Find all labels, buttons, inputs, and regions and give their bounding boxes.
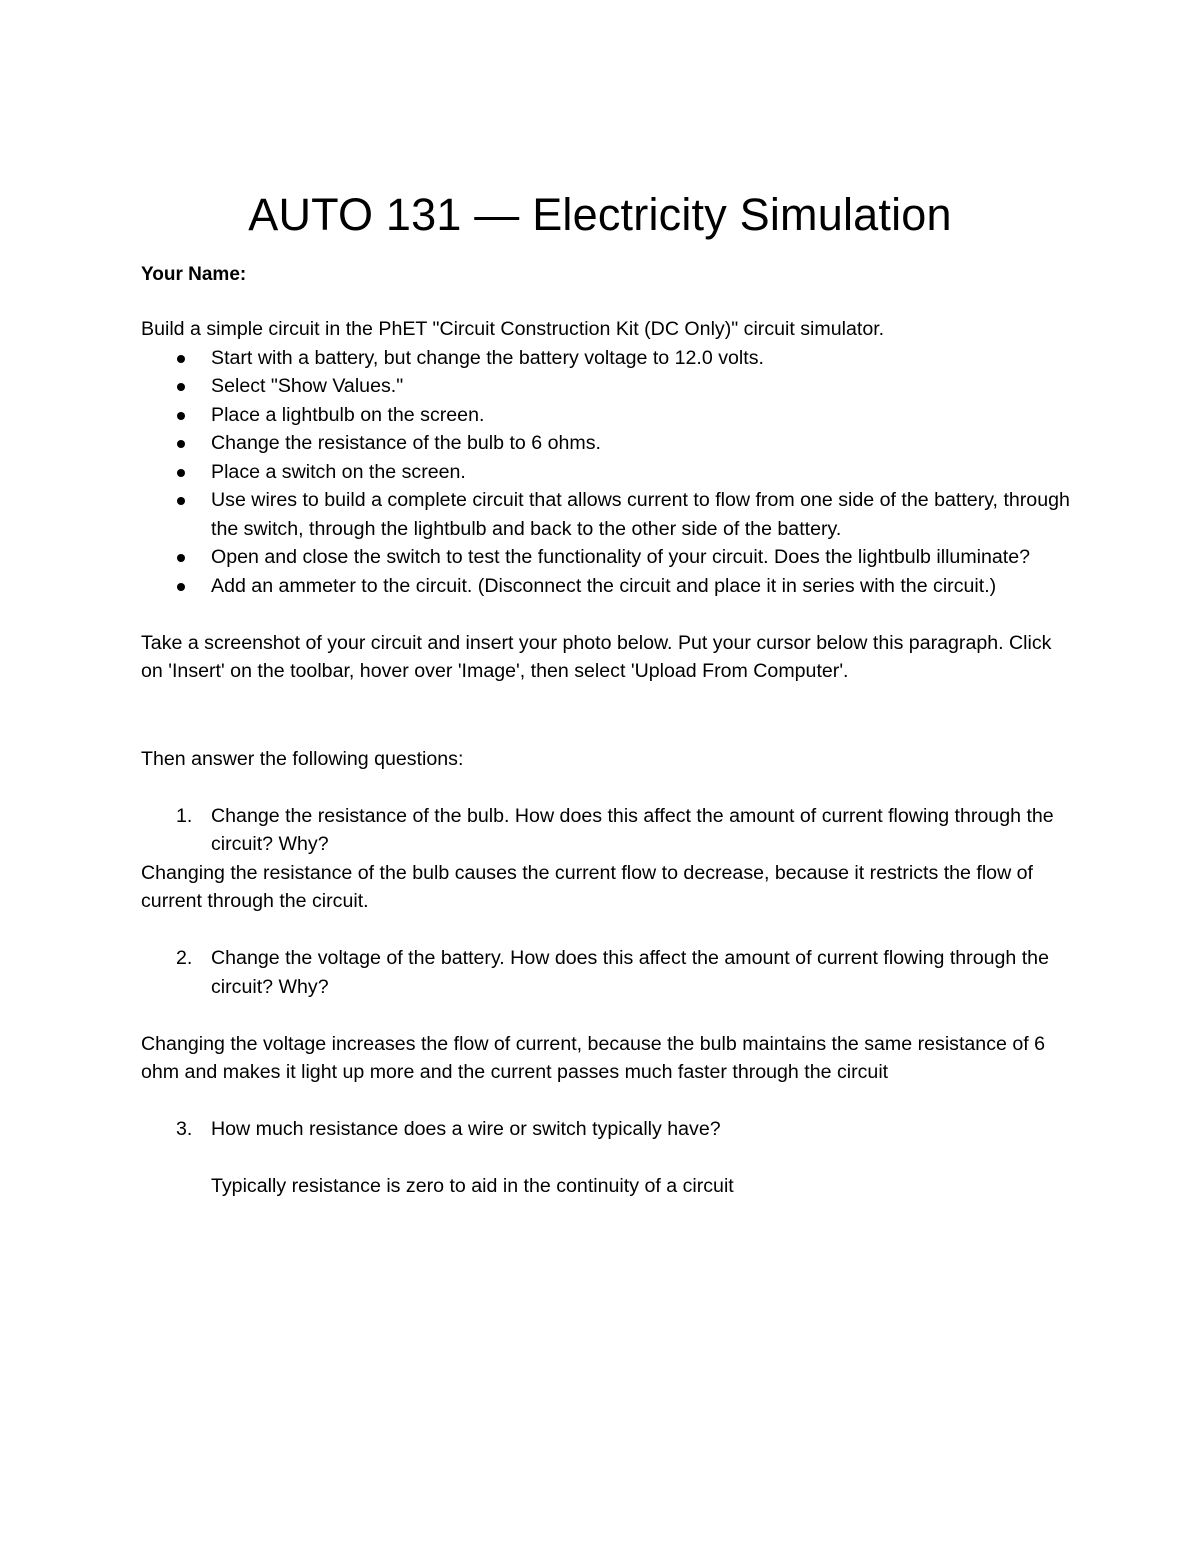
question-item — [141, 944, 1071, 1001]
list-item-text: Open and close the switch to test the functionality of your circuit. Does the lightbulb illuminate? — [211, 546, 1031, 568]
bullet-icon — [177, 554, 185, 562]
question-list — [141, 802, 1071, 859]
list-item-text: Place a switch on the screen. — [211, 460, 466, 483]
list-item — [141, 458, 1071, 487]
question-text: Change the resistance of the bulb. How does this affect the amount of current flowing through the circuit? Why? — [211, 804, 1054, 855]
list-item — [141, 543, 1071, 572]
document-title: AUTO 131 — Electricity Simulation — [248, 189, 952, 240]
bullet-icon — [177, 412, 185, 420]
bullet-icon — [177, 383, 185, 391]
list-item-text: Select "Show Values." — [211, 375, 404, 397]
instruction-list — [141, 344, 1071, 601]
bullet-icon — [177, 583, 185, 591]
list-item-text: Add an ammeter to the circuit. (Disconnect the circuit and place it in series with the circuit.) — [211, 574, 997, 597]
question-item — [141, 802, 1071, 859]
screenshot-instructions: Take a screenshot of your circuit and insert your photo below. Put your cursor below this paragraph. Click on 'Insert' on the toolbar, hover over 'Image', then select 'Upload From Computer'. — [141, 631, 1052, 682]
question-number: 2. — [176, 947, 193, 969]
name-label: Your Name: — [141, 264, 247, 285]
answer-text: Typically resistance is zero to aid in the continuity of a circuit — [211, 1175, 734, 1197]
answer-text: Changing the voltage increases the flow of current, because the bulb maintains the same resistance of 6 ohm and makes it light up more and the current passes much faster through the circuit — [141, 1032, 1046, 1083]
list-item — [141, 401, 1071, 430]
question-item — [141, 1115, 1071, 1144]
list-item — [141, 572, 1071, 601]
question-number: 3. — [176, 1118, 193, 1140]
questions-intro: Then answer the following questions: — [141, 747, 464, 770]
list-item-text: Change the resistance of the bulb to 6 ohms. — [211, 432, 601, 454]
intro-paragraph: Build a simple circuit in the PhET "Circuit Construction Kit (DC Only)" circuit simulator. — [141, 318, 885, 340]
list-item-text: Place a lightbulb on the screen. — [211, 403, 485, 426]
question-list — [141, 1115, 1071, 1144]
bullet-icon — [177, 497, 185, 505]
question-list — [141, 944, 1071, 1001]
list-item-text: Use wires to build a complete circuit that allows current to flow from one side of the battery, through the switch, through the lightbulb and back to the other side of the battery. — [211, 489, 1070, 540]
bullet-icon — [177, 355, 185, 363]
question-number: 1. — [176, 804, 193, 827]
question-text: Change the voltage of the battery. How does this affect the amount of current flowing through the circuit? Why? — [211, 947, 1049, 998]
list-item — [141, 344, 1071, 373]
list-item-text: Start with a battery, but change the battery voltage to 12.0 volts. — [211, 346, 764, 369]
answer-text: Changing the resistance of the bulb causes the current flow to decrease, because it restricts the flow of current through the circuit. — [141, 861, 1034, 912]
document-body — [141, 315, 1071, 1201]
bullet-icon — [177, 469, 185, 477]
list-item — [141, 429, 1071, 458]
list-item — [141, 372, 1071, 401]
question-text: How much resistance does a wire or switch typically have? — [211, 1118, 721, 1140]
bullet-icon — [177, 440, 185, 448]
list-item — [141, 486, 1071, 543]
